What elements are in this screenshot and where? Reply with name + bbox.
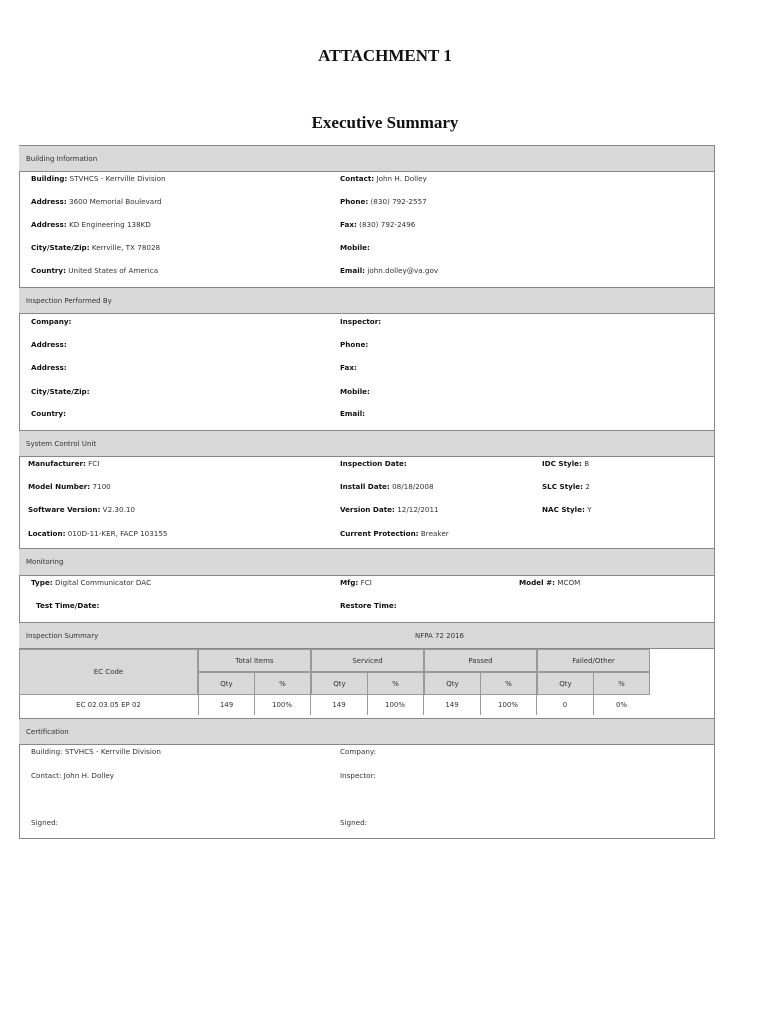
group-header: Total Items xyxy=(198,649,311,672)
inspector-field-left: Company: xyxy=(31,317,72,326)
section-label: Building Information xyxy=(26,154,98,163)
building-field-left: Address: KD Engineering 138KD xyxy=(31,220,151,229)
inspector-field-left: City/State/Zip: xyxy=(31,387,90,396)
section-certification xyxy=(19,718,714,745)
control-field-middle: Inspection Date: xyxy=(340,459,407,468)
control-field-left: Location: 010D-11-KER, FACP 103155 xyxy=(28,529,168,538)
section-inspection-summary xyxy=(19,622,714,649)
percent-header: % xyxy=(593,672,650,695)
attachment-heading: ATTACHMENT 1 xyxy=(318,46,452,65)
control-field-left: Model Number: 7100 xyxy=(28,482,111,491)
qty-header: Qty xyxy=(537,672,594,695)
inspector-field-left: Address: xyxy=(31,340,67,349)
building-field-left: City/State/Zip: Kerrville, TX 78028 xyxy=(31,243,161,252)
building-field-left: Building: STVHCS - Kerrville Division xyxy=(31,174,166,183)
monitoring-test-time: Test Time/Date: xyxy=(36,601,100,610)
ec-code-header: EC Code xyxy=(19,649,198,695)
inspector-field-left: Country: xyxy=(31,409,66,418)
section-label: Inspection Performed By xyxy=(26,296,112,305)
inspector-field-left: Address: xyxy=(31,363,67,372)
building-field-right: Contact: John H. Dolley xyxy=(340,174,427,183)
group-header: Passed xyxy=(424,649,537,672)
control-field-left: Manufacturer: FCI xyxy=(28,459,100,468)
inspector-field-right: Mobile: xyxy=(340,387,370,396)
control-field-middle: Current Protection: Breaker xyxy=(340,529,449,538)
section-building-information xyxy=(19,145,714,172)
section-label: Certification xyxy=(26,727,69,736)
control-field-middle: Install Date: 08/18/2008 xyxy=(340,482,434,491)
group-header: Serviced xyxy=(311,649,424,672)
ec-code-value: EC 02.03.05 EP 02 xyxy=(76,701,141,709)
inspector-field-right: Inspector: xyxy=(340,317,382,326)
inspector-field-right: Fax: xyxy=(340,363,357,372)
inspector-field-right: Phone: xyxy=(340,340,369,349)
summary-value: 100% xyxy=(480,695,537,715)
inspector-field-right: Email: xyxy=(340,409,366,418)
section-inspection-performed-by xyxy=(19,287,714,314)
cert-contact: Contact: John H. Dolley xyxy=(31,771,115,780)
monitoring-type: Type: Digital Communicator DAC xyxy=(31,578,152,587)
control-field-left: Software Version: V2.30.10 xyxy=(28,505,136,514)
summary-value: 100% xyxy=(254,695,311,715)
monitoring-model: Model #: MCOM xyxy=(519,578,581,587)
section-label: Monitoring xyxy=(26,558,64,566)
section-label: System Control Unit xyxy=(26,439,97,448)
monitoring-mfg: Mfg: FCI xyxy=(340,578,372,587)
cert-signed-left: Signed: xyxy=(31,818,59,827)
building-field-left: Country: United States of America xyxy=(31,266,159,275)
qty-header: Qty xyxy=(424,672,481,695)
control-field-right: NAC Style: Y xyxy=(542,505,592,514)
cert-building: Building: STVHCS - Kerrville Division xyxy=(31,747,161,756)
section-system-control-unit xyxy=(19,430,714,457)
percent-header: % xyxy=(254,672,311,695)
cert-company: Company: xyxy=(340,747,377,756)
summary-value: 149 xyxy=(311,695,368,715)
control-field-right: SLC Style: 2 xyxy=(542,482,590,491)
building-field-right: Mobile: xyxy=(340,243,370,252)
control-field-right: IDC Style: B xyxy=(542,459,590,468)
group-header: Failed/Other xyxy=(537,649,650,672)
page-title: Executive Summary xyxy=(311,113,459,132)
building-field-right: Fax: (830) 792-2496 xyxy=(340,220,416,229)
building-field-right: Email: john.dolley@va.gov xyxy=(340,266,439,275)
section-label: Inspection Summary xyxy=(26,631,99,640)
summary-value: 100% xyxy=(367,695,424,715)
summary-value: 0 xyxy=(537,695,594,715)
building-field-left: Address: 3600 Memorial Boulevard xyxy=(31,197,162,206)
qty-header: Qty xyxy=(311,672,368,695)
cert-signed-right: Signed: xyxy=(340,818,368,827)
summary-value: 149 xyxy=(424,695,481,715)
summary-value: 0% xyxy=(615,701,628,709)
percent-header: % xyxy=(480,672,537,695)
qty-header: Qty xyxy=(198,672,255,695)
building-field-right: Phone: (830) 792-2557 xyxy=(340,197,427,206)
cert-inspector: Inspector: xyxy=(340,771,376,780)
standard-label: NFPA 72 2016 xyxy=(415,631,464,640)
percent-header: % xyxy=(367,672,424,695)
summary-value: 149 xyxy=(198,695,255,715)
control-field-middle: Version Date: 12/12/2011 xyxy=(340,505,439,514)
section-monitoring xyxy=(19,548,714,576)
monitoring-restore-time: Restore Time: xyxy=(340,601,397,610)
